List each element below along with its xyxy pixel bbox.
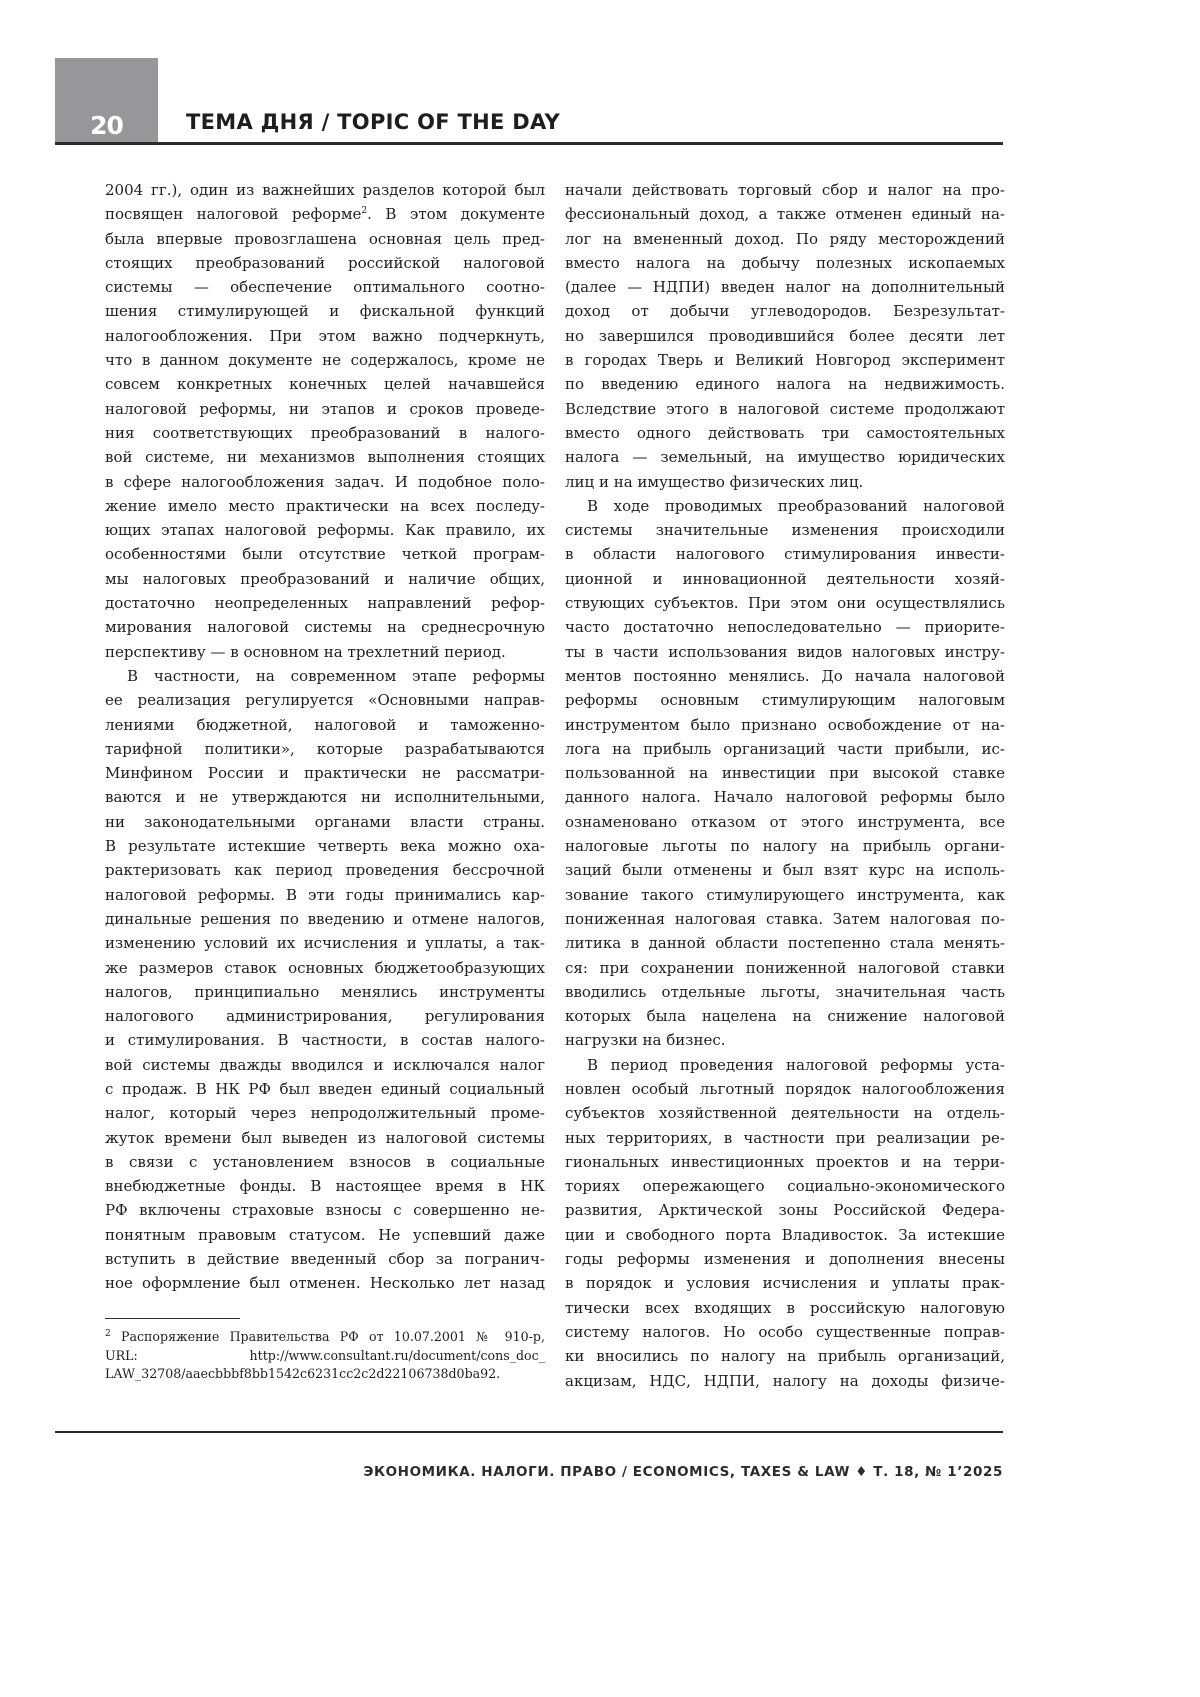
footnote [105,1328,545,1384]
page-number: 20 [55,111,158,140]
text-line: РФ включены страховые взносы с совершенно не- [105,1198,545,1222]
section-title: ТЕМА ДНЯ / TOPIC OF THE DAY [186,110,560,134]
text-line: В ходе проводимых преобразований налоговой [565,494,1005,518]
text-line: и стимулирования. В частности, в состав налого- [105,1028,545,1052]
text-fragment: . В этом документе [367,205,545,223]
text-line: ки вносились по налогу на прибыль организаций, [565,1344,1005,1368]
text-line: субъектов хозяйственной деятельности на отдель- [565,1101,1005,1125]
text-line: ментов постоянно менялись. До начала налоговой [565,664,1005,688]
text-line: вступить в действие введенный сбор за погранич- [105,1247,545,1271]
footnote-marker: 2 [105,1329,111,1339]
text-line: часто достаточно непоследовательно — приорите- [565,615,1005,639]
journal-footer: ЭКОНОМИКА. НАЛОГИ. ПРАВО / ECONOMICS, TAXES & LAW ♦ Т. 18, № 1’2025 [363,1464,1003,1480]
text-line: лог на вмененный доход. По ряду месторождений [565,227,1005,251]
text-line: ное оформление был отменен. Несколько лет назад [105,1271,545,1295]
text-line: в сфере налогообложения задач. И подобное поло- [105,470,545,494]
text-line: налоговые льготы по налогу на прибыль органи- [565,834,1005,858]
text-line: в порядок и условия исчисления и уплаты прак- [565,1271,1005,1295]
text-line: зование такого стимулирующего инструмента, как [565,883,1005,907]
text-line: гиональных инвестиционных проектов и на терри- [565,1150,1005,1174]
text-line: перспективу — в основном на трехлетний период. [105,640,545,664]
text-line: рактеризовать как период проведения бессрочной [105,858,545,882]
page-number-box [55,58,158,144]
text-line: ты в части использования видов налоговых инстру- [565,640,1005,664]
text-line: систему налогов. Но особо существенные поправ- [565,1320,1005,1344]
paragraph [565,494,1005,1053]
text-line: Минфином России и практически не рассматри- [105,761,545,785]
text-line: налогов, принципиально менялись инструменты [105,980,545,1004]
text-line: акцизам, НДС, НДПИ, налогу на доходы физиче- [565,1369,1005,1393]
text-line: развития, Арктической зоны Российской Федера- [565,1198,1005,1222]
text-line: мы налоговых преобразований и наличие общих, [105,567,545,591]
text-line: вой системе, ни механизмов выполнения стоящих [105,445,545,469]
text-line: инструментом было признано освобождение от на- [565,713,1005,737]
text-line: литика в данной области постепенно стала менять- [565,931,1005,955]
text-line: доход от добычи углеводородов. Безрезультат- [565,299,1005,323]
text-line: изменению условий их исчисления и уплаты, а так- [105,931,545,955]
text-line: была впервые провозглашена основная цель пред- [105,227,545,251]
text-line: в области налогового стимулирования инвести- [565,542,1005,566]
text-line: особенностями были отсутствие четкой програм- [105,542,545,566]
text-line: динальные решения по введению и отмене налогов, [105,907,545,931]
text-line: системы значительные изменения происходили [565,518,1005,542]
text-line: заций были отменены и был взят курс на исполь- [565,858,1005,882]
text-line: данного налога. Начало налоговой реформы было [565,785,1005,809]
text-line: вой системы дважды вводился и исключался налог [105,1053,545,1077]
text-line: В период проведения налоговой реформы уста- [565,1053,1005,1077]
text-line: В частности, на современном этапе реформы [105,664,545,688]
header-divider [55,142,1003,145]
text-line: фессиональный доход, а также отменен единый на- [565,202,1005,226]
text-line: ее реализация регулируется «Основными направ- [105,688,545,712]
text-fragment: Распоряжение Правительства РФ от 10.07.2001 № 910-р, [111,1329,545,1344]
text-line: налога — земельный, на имущество юридических [565,445,1005,469]
text-line: LAW_32708/aaecbbbf8bb1542c6231cc2c2d22106738d0ba92. [105,1365,545,1384]
text-fragment: посвящен налоговой реформе [105,205,361,223]
paragraph [105,178,545,664]
text-line: тарифной политики», которые разрабатываются [105,737,545,761]
text-line: что в данном документе не содержалось, кроме не [105,348,545,372]
text-line: налог, который через непродолжительный проме- [105,1101,545,1125]
text-line: мирования налоговой системы на среднесрочную [105,615,545,639]
footnote-marker: 2 [361,206,367,216]
footnote-divider [105,1318,240,1319]
right-column [565,178,1005,1393]
text-line: ции и свободного порта Владивосток. За истекшие [565,1223,1005,1247]
text-line: системы — обеспечение оптимального соотно- [105,275,545,299]
footer-divider [55,1431,1003,1433]
text-line: лениями бюджетной, налоговой и таможенно- [105,713,545,737]
text-line: в городах Тверь и Великий Новгород эксперимент [565,348,1005,372]
text-line: по введению единого налога на недвижимость. [565,372,1005,396]
text-line: ствующих субъектов. При этом они осуществлялись [565,591,1005,615]
text-line: реформы основным стимулирующим налоговым [565,688,1005,712]
text-line: начали действовать торговый сбор и налог на про- [565,178,1005,202]
text-line: лиц и на имущество физических лиц. [565,470,1005,494]
text-line: ния соответствующих преобразований в налого- [105,421,545,445]
text-line: URL: http://www.consultant.ru/document/cons_doc_ [105,1347,545,1366]
text-line: но завершился проводившийся более десяти лет [565,324,1005,348]
text-line: внебюджетные фонды. В настоящее время в НК [105,1174,545,1198]
text-line: шения стимулирующей и фискальной функций [105,299,545,323]
paragraph [565,178,1005,494]
text-line: жуток времени был выведен из налоговой системы [105,1126,545,1150]
text-line: вместо налога на добычу полезных ископаемых [565,251,1005,275]
text-line: тически всех входящих в российскую налоговую [565,1296,1005,1320]
text-line: налоговой реформы. В эти годы принимались кар- [105,883,545,907]
paragraph [565,1053,1005,1393]
text-line: ваются и не утверждаются ни исполнительными, [105,785,545,809]
text-line: ознаменовано отказом от этого инструмента, все [565,810,1005,834]
text-line: достаточно неопределенных направлений рефор- [105,591,545,615]
text-line: нагрузки на бизнес. [565,1028,1005,1052]
text-line: же размеров ставок основных бюджетообразующих [105,956,545,980]
text-line: с продаж. В НК РФ был введен единый социальный [105,1077,545,1101]
text-line: (далее — НДПИ) введен налог на дополнительный [565,275,1005,299]
text-line: ционной и инновационной деятельности хозяй- [565,567,1005,591]
text-line: налогового администрирования, регулирования [105,1004,545,1028]
text-line: лога на прибыль организаций части прибыли, ис- [565,737,1005,761]
text-line: в связи с установлением взносов в социальные [105,1150,545,1174]
text-line: Вследствие этого в налоговой системе продолжают [565,397,1005,421]
text-line: налогообложения. При этом важно подчеркнуть, [105,324,545,348]
paragraph [105,664,545,1296]
text-line: 2004 гг.), один из важнейших разделов которой был [105,178,545,202]
text-line: годы реформы изменения и дополнения внесены [565,1247,1005,1271]
text-line: налоговой реформы, ни этапов и сроков проведе- [105,397,545,421]
left-column [105,178,545,1296]
text-line [105,1328,545,1347]
text-line: пользованной на инвестиции при высокой ставке [565,761,1005,785]
text-line: стоящих преобразований российской налоговой [105,251,545,275]
text-line [105,202,545,226]
text-line: вводились отдельные льготы, значительная часть [565,980,1005,1004]
text-line: ни законодательными органами власти страны. [105,810,545,834]
text-line: пониженная налоговая ставка. Затем налоговая по- [565,907,1005,931]
text-line: новлен особый льготный порядок налогообложения [565,1077,1005,1101]
text-line: которых была нацелена на снижение налоговой [565,1004,1005,1028]
text-line: В результате истекшие четверть века можно оха- [105,834,545,858]
text-line: понятным правовым статусом. Не успевший даже [105,1223,545,1247]
text-line: совсем конкретных конечных целей начавшейся [105,372,545,396]
text-line: ся: при сохранении пониженной налоговой ставки [565,956,1005,980]
text-line: вместо одного действовать три самостоятельных [565,421,1005,445]
text-line: ных территориях, в частности при реализации ре- [565,1126,1005,1150]
text-line: жение имело место практически на всех последу- [105,494,545,518]
text-line: ющих этапах налоговой реформы. Как правило, их [105,518,545,542]
text-line: ториях опережающего социально-экономического [565,1174,1005,1198]
